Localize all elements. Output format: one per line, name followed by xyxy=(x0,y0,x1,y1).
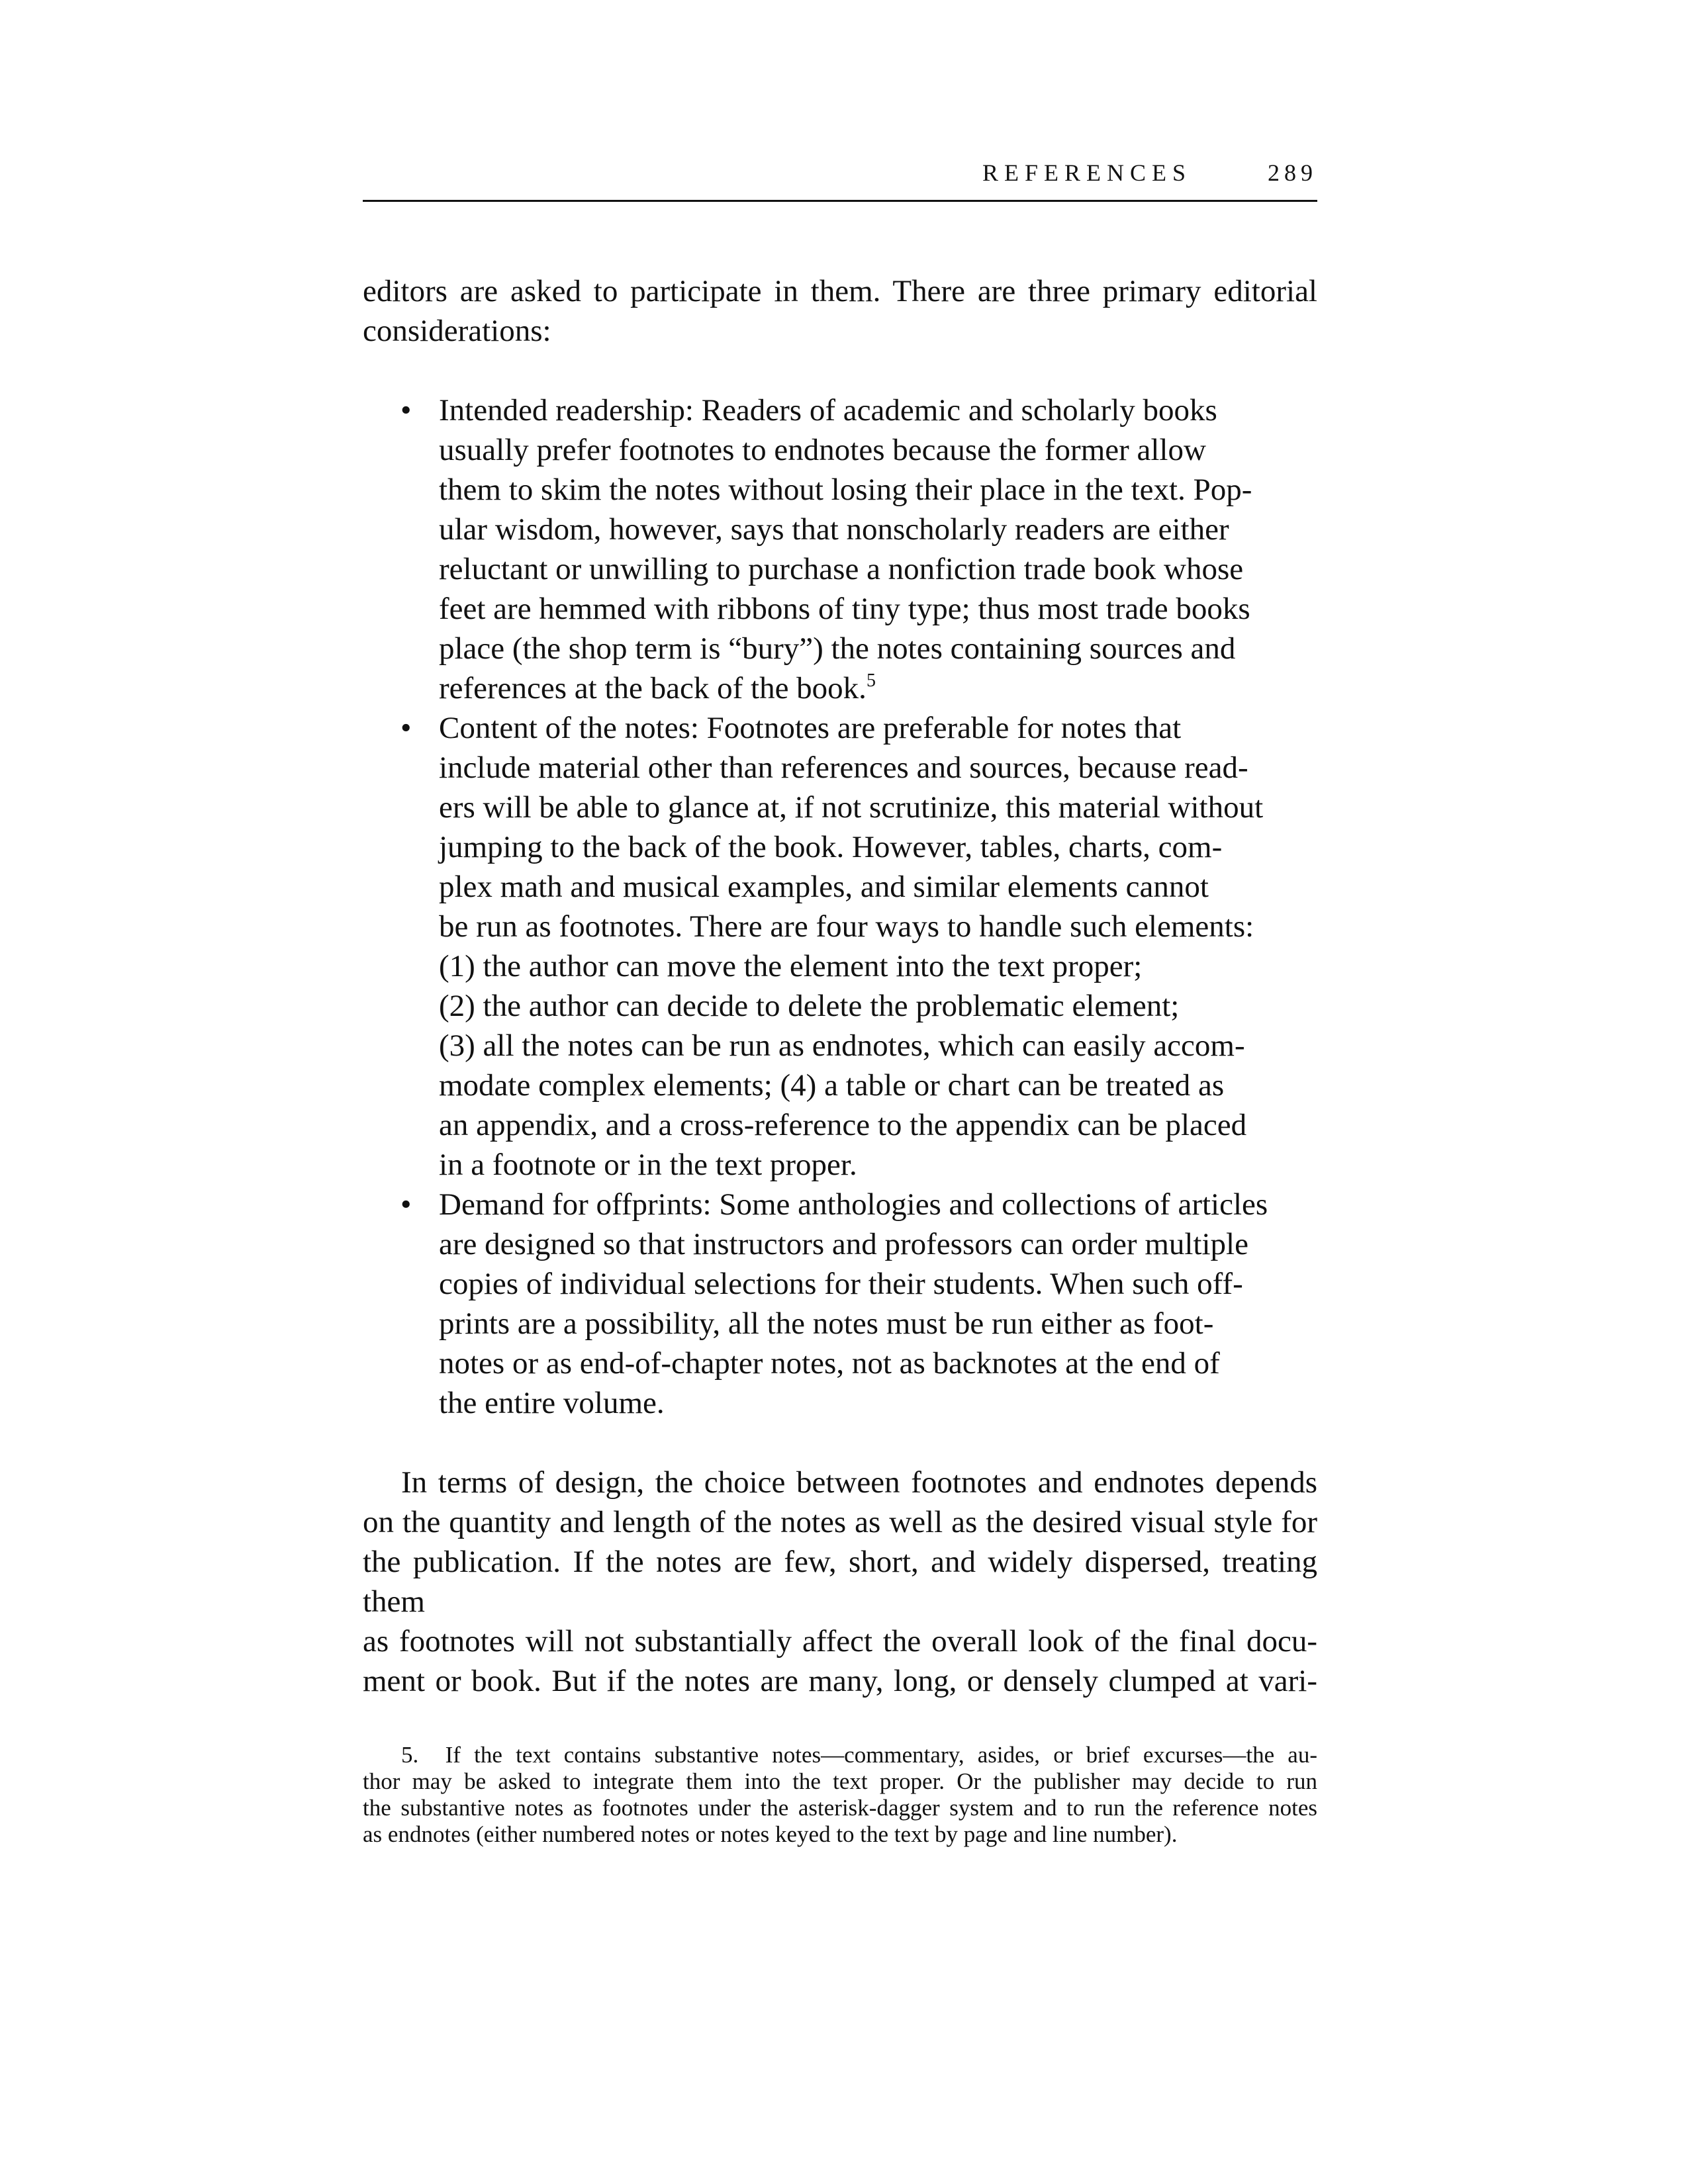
running-head-title: REFERENCES xyxy=(982,159,1192,186)
footnote-line: thor may be asked to integrate them into the text proper. Or the publisher may decide to run xyxy=(363,1768,1317,1794)
text-line: Demand for offprints: Some anthologies and collections of articles xyxy=(439,1187,1268,1222)
list-item-content-of-notes xyxy=(400,708,1317,1185)
text-line: usually prefer footnotes to endnotes because the former allow xyxy=(439,433,1206,467)
header-rule xyxy=(363,200,1317,202)
text-line: (2) the author can decide to delete the problematic element; xyxy=(439,989,1180,1023)
text-line xyxy=(439,668,1317,708)
text-line: ers will be able to glance at, if not scrutinize, this material without xyxy=(439,790,1264,825)
text-line: modate complex elements; (4) a table or chart can be treated as xyxy=(439,1068,1225,1103)
text-line: notes or as end-of-chapter notes, not as backnotes at the end of xyxy=(439,1346,1220,1381)
text-line: plex math and musical examples, and similar elements cannot xyxy=(439,870,1209,904)
text-line: Intended readership: Readers of academic and scholarly books xyxy=(439,393,1217,428)
text-line: copies of individual selections for their students. When such off- xyxy=(439,1267,1243,1301)
footnote-5 xyxy=(363,1742,1317,1848)
text-line: in a footnote or in the text proper. xyxy=(439,1148,857,1182)
text-line: are designed so that instructors and professors can order multiple xyxy=(439,1227,1248,1261)
text-line: prints are a possibility, all the notes must be run either as foot- xyxy=(439,1306,1214,1341)
text-fragment: references at the back of the book. xyxy=(439,671,867,705)
footnote-number: 5. xyxy=(401,1742,419,1768)
text-line: (1) the author can move the element into the text proper; xyxy=(439,949,1143,983)
list-item-intended-readership xyxy=(400,390,1317,708)
text-line: ment or book. But if the notes are many, long, or densely clumped at vari- xyxy=(363,1664,1317,1698)
page-number: 289 xyxy=(1268,159,1317,186)
footnote-line: the substantive notes as footnotes under the asterisk-dagger system and to run the reference notes xyxy=(363,1795,1317,1821)
footnote-line: as endnotes (either numbered notes or notes keyed to the text by page and line number). xyxy=(363,1821,1178,1847)
text-line: them to skim the notes without losing their place in the text. Pop- xyxy=(439,473,1252,507)
text-line: jumping to the back of the book. However, tables, charts, com- xyxy=(439,830,1223,864)
intro-paragraph xyxy=(363,271,1317,351)
text-line: (3) all the notes can be run as endnotes, which can easily accom- xyxy=(439,1028,1245,1063)
footnotes xyxy=(363,1742,1317,1848)
text-line: be run as footnotes. There are four ways to handle such elements: xyxy=(439,909,1254,944)
text-line: the publication. If the notes are few, short, and widely dispersed, treating them xyxy=(363,1545,1317,1619)
text-line: the entire volume. xyxy=(439,1386,665,1420)
list-item-demand-for-offprints xyxy=(400,1185,1317,1423)
text-line: editors are asked to participate in them. There are three primary editorial xyxy=(363,274,1317,308)
body-text xyxy=(363,271,1317,1701)
text-line: ular wisdom, however, says that nonscholarly readers are either xyxy=(439,512,1229,547)
footnote-line xyxy=(363,1742,1317,1768)
footnote-text: If the text contains substantive notes—commentary, asides, or brief excurses—the au- xyxy=(445,1742,1318,1768)
text-line: reluctant or unwilling to purchase a nonfiction trade book whose xyxy=(439,552,1244,586)
text-line: In terms of design, the choice between footnotes and endnotes depends xyxy=(401,1465,1317,1500)
text-line: Content of the notes: Footnotes are preferable for notes that xyxy=(439,711,1182,745)
text-line: considerations: xyxy=(363,314,551,348)
text-line: as footnotes will not substantially affect the overall look of the final docu- xyxy=(363,1624,1317,1659)
bullet-icon: • xyxy=(400,711,412,745)
closing-paragraph-cont xyxy=(363,1502,1317,1701)
closing-paragraph xyxy=(363,1463,1317,1502)
text-line: an appendix, and a cross-reference to the appendix can be placed xyxy=(439,1108,1247,1142)
text-line: on the quantity and length of the notes as well as the desired visual style for xyxy=(363,1505,1317,1539)
text-line: include material other than references and sources, because read- xyxy=(439,751,1248,785)
text-line: feet are hemmed with ribbons of tiny type; thus most trade books xyxy=(439,592,1250,626)
considerations-list xyxy=(363,390,1317,1423)
footnote-reference[interactable]: 5 xyxy=(866,670,876,691)
bullet-icon: • xyxy=(400,1187,412,1222)
bullet-icon: • xyxy=(400,393,412,428)
running-head xyxy=(363,159,1317,192)
text-line: place (the shop term is “bury”) the notes containing sources and xyxy=(439,631,1236,666)
